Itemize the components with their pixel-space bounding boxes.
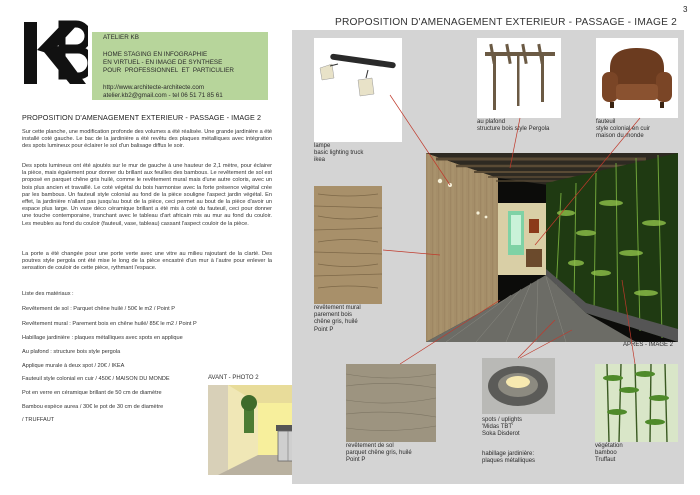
before-label: AVANT - PHOTO 2 xyxy=(208,375,259,381)
material-item: Pot en verre en céramique brillant de 50 cm de diamètre xyxy=(22,390,162,396)
floor-caption: revêtement de sol parquet chêne gris, huilé Point P xyxy=(346,443,412,464)
header-line-3: POUR PROFESSIONNEL ET PARTICULIER xyxy=(103,67,234,74)
lamp-photo xyxy=(314,38,402,142)
material-item: Revêtement mural : Parement bois en chêne huilé/ 85€ le m2 / Point P xyxy=(22,321,197,327)
spots-photo xyxy=(482,358,555,414)
studio-name: ATELIER KB xyxy=(103,34,139,41)
plants-caption: végétation bamboo Truffaut xyxy=(595,443,623,464)
material-item: Bambou espèce aurea / 30€ le pot de 30 cm de diamètre xyxy=(22,404,164,410)
material-item: Revêtement de sol : Parquet chêne huilé / 50€ le m2 / Point P xyxy=(22,306,175,312)
paragraph-2: Des spots lumineux ont été ajoutés sur le mur de gauche à une hauteur de 2,1 mètre, pour éclairer la pièce, mais également pour donner du brillant aux feuilles des bambous. Le revêtement de sol est proposé en parquet chêne gris huilé, comme le revêtement mural mais d'une autre coloris, avec un bois plus ancien et travaillé. Le coté végétal du bois harmonise avec la forte présence végétal crée par les bambous. Un fauteuil style colonial au fond de la pièce souligne l'aspect jardin végétal. En effet, la jardinière n'allant pas jusqu'au bout de la pièce, ceci permet au bout de la pièce d'avoir un espace plus large. Un vase déco céramique brillant a été mis à coté du fauteuil, ceci pour donner une touche contemporaine, tranchant avec le tableau d'art africain mis au mur au fond du couloir. Les meubles au fond du couloir (fauteuil, vase, tableau) cassant l'aspect couloir de la pièce. xyxy=(22,163,272,227)
website-link[interactable]: http://www.architecte-architecte.com xyxy=(103,84,205,91)
right-title: PROPOSITION D'AMENAGEMENT EXTERIEUR - PASSAGE - IMAGE 2 xyxy=(335,17,678,28)
material-item: Habillage jardinière : plaques métalliques avec spots en applique xyxy=(22,335,183,341)
wall-caption: revêtement mural parement bois chêne gris, huilé Point P xyxy=(314,305,361,333)
header-line-2: EN VIRTUEL - EN IMAGE DE SYNTHESE xyxy=(103,59,223,66)
armchair-photo xyxy=(596,38,678,118)
material-item: Fauteuil style colonial en cuir / 450€ / MAISON DU MONDE xyxy=(22,376,170,382)
bamboo-photo xyxy=(595,364,678,442)
header-line-1: HOME STAGING EN INFOGRAPHIE xyxy=(103,51,208,58)
pergola-photo xyxy=(477,38,561,118)
ceiling-caption: au plafond structure bois style Pergola xyxy=(477,119,550,133)
paragraph-1: Sur cette planche, une modification profonde des volumes a été réalisée. Une grande jardinière a été installé coté gauche. Le bac de la jardinière a été revêtu des plaques métalliques avec intégration des spots lumineux pour éclairer le sol d'un balisage diffus le soir. xyxy=(22,129,273,150)
left-title: PROPOSITION D'AMENAGEMENT EXTERIEUR - PASSAGE - IMAGE 2 xyxy=(22,113,262,122)
material-item: / TRUFFAUT xyxy=(22,417,55,423)
contact-line: atelier.kb2@gmail.com - tel 06 51 71 85 61 xyxy=(103,92,223,99)
lamp-caption: lampe basic lighting truck ikea xyxy=(314,143,364,164)
after-render xyxy=(426,153,678,342)
floor-photo xyxy=(346,364,436,442)
wall-cladding-photo xyxy=(314,186,382,304)
armchair-caption: fauteuil style colonial en cuir maison du monde xyxy=(596,119,651,140)
material-item: Applique murale à deux spot / 20€ / IKEA xyxy=(22,363,125,369)
page-number: 3 xyxy=(683,5,688,14)
spots-caption: spots / uplights 'Midas TBT' Soka Disderot xyxy=(482,417,523,438)
material-item: Au plafond : structure bois style pergola xyxy=(22,349,121,355)
kb-logo xyxy=(22,20,88,86)
after-label: APRES - IMAGE 2 xyxy=(623,342,674,348)
materials-title: Liste des matériaux : xyxy=(22,291,74,297)
planter-caption: habillage jardinière: plaques métalliques xyxy=(482,451,536,465)
paragraph-3: La porte a été changée pour une porte verte avec une vitre au milieu rajoutant de la clarté. Des poutres style pergola ont été mise le long de la pièce encastré d'un mur à l'autre pour enlever la sensation de couloir de cette pièce, rythmant l'espace. xyxy=(22,251,272,272)
header-box xyxy=(92,32,268,100)
